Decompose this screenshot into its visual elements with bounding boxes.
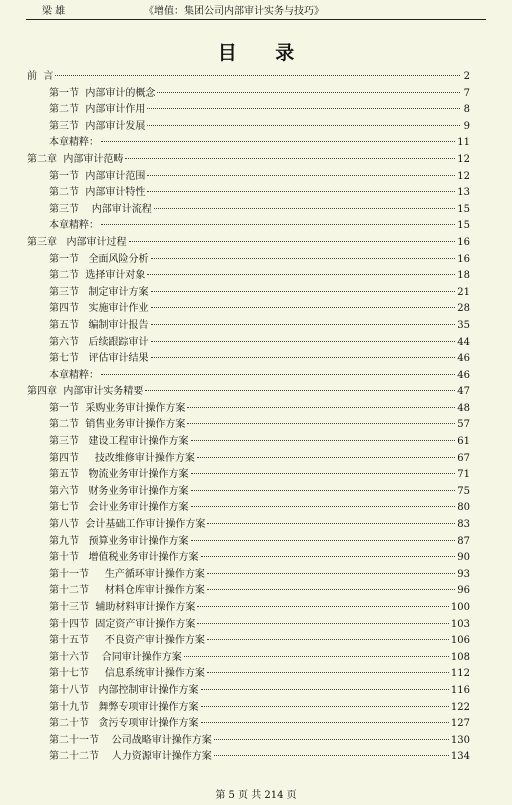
toc-entry-page-number: 108 [450,651,470,663]
toc-entry-page-number: 75 [457,485,470,497]
toc-entry-page-number: 127 [450,718,470,730]
toc-entry-label: 第八节 会计基础工作审计操作方案 [49,519,206,531]
toc-entry-page-number: 130 [450,734,470,746]
toc-entry-label: 第六节 后续跟踪审计 [49,336,149,348]
toc-entry-page-number: 103 [450,618,470,630]
toc-entry-label: 第七节 会计业务审计操作方案 [49,502,189,514]
toc-entry-page-number: 11 [457,137,470,149]
toc-section-entry[interactable] [27,268,470,285]
dot-leader [197,623,449,624]
toc-entry-page-number: 134 [450,751,470,763]
toc-entry-page-number: 12 [457,153,470,165]
dot-leader [147,108,460,109]
toc-entry-page-number: 18 [457,270,470,282]
toc-entry-page-number: 2 [463,71,470,82]
table-of-contents [27,69,470,766]
dot-leader [214,739,449,740]
toc-entry-page-number: 106 [450,635,470,647]
toc-entry-page-number: 21 [457,286,470,298]
toc-section-entry[interactable] [27,368,470,385]
toc-entry-page-number: 46 [457,369,470,381]
toc-entry-label: 第二节 内部审计特性 [49,187,146,199]
toc-entry-page-number: 112 [450,668,470,680]
toc-section-entry[interactable] [27,417,470,434]
toc-section-entry[interactable] [27,633,470,650]
toc-section-entry[interactable] [27,500,470,517]
dot-leader [201,689,449,690]
toc-entry-label: 第九节 预算业务审计操作方案 [49,535,189,547]
dot-leader [101,141,455,142]
toc-entry-label: 第十二节 材料仓库审计操作方案 [49,585,205,597]
dot-leader [151,357,456,358]
toc-entry-label: 本章精粹： [49,220,99,232]
toc-entry-page-number: 16 [457,236,470,248]
toc-section-entry[interactable] [27,335,470,352]
toc-entry-page-number: 47 [457,386,470,398]
dot-leader [197,606,449,607]
toc-entry-label: 第三节 建设工程审计操作方案 [49,436,189,448]
toc-section-entry[interactable] [27,550,470,567]
toc-entry-label: 第二节 选择审计对象 [49,270,146,282]
toc-entry-label: 第五节 物流业务审计操作方案 [49,469,189,481]
toc-entry-page-number: 15 [457,220,470,232]
header-rule [26,19,486,20]
toc-entry-page-number: 13 [457,187,470,199]
toc-entry-label: 第三节 内部审计发展 [49,120,146,132]
toc-entry-label: 第一节 全面风险分析 [49,253,149,265]
toc-section-entry[interactable] [27,119,470,136]
toc-section-entry[interactable] [27,700,470,717]
toc-entry-label: 第二节 销售业务审计操作方案 [49,419,186,431]
toc-section-entry[interactable] [27,252,470,269]
toc-entry-page-number: 48 [457,402,470,414]
dot-leader [201,556,456,557]
toc-section-entry[interactable] [27,301,470,318]
toc-section-entry[interactable] [27,169,470,186]
toc-entry-page-number: 57 [457,419,470,431]
toc-section-entry[interactable] [27,733,470,750]
toc-entry-page-number: 15 [457,203,470,215]
dot-leader [125,158,455,159]
toc-section-entry[interactable] [27,484,470,501]
toc-section-entry[interactable] [27,617,470,634]
dot-leader [147,191,455,192]
toc-section-entry[interactable] [27,517,470,534]
dot-leader [191,540,456,541]
toc-entry-label: 第十五节 不良资产审计操作方案 [49,635,205,647]
toc-section-entry[interactable] [27,218,470,235]
toc-section-entry[interactable] [27,135,470,152]
toc-section-entry[interactable] [27,534,470,551]
toc-entry-label: 第二十节 贪污专项审计操作方案 [49,718,199,730]
toc-entry-page-number: 83 [457,519,470,531]
toc-entry-page-number: 116 [450,684,470,696]
toc-entry-label: 第二节 内部审计作用 [49,104,146,116]
toc-entry-page-number: 9 [463,120,470,132]
dot-leader [151,307,456,308]
toc-entry-page-number: 96 [457,585,470,597]
toc-section-entry[interactable] [27,202,470,219]
toc-section-entry[interactable] [27,351,470,368]
dot-leader [147,125,460,126]
toc-entry-page-number: 16 [457,253,470,265]
toc-entry-page-number: 67 [457,452,470,464]
toc-section-entry[interactable] [27,318,470,335]
toc-entry-label: 第十八节 内部控制审计操作方案 [49,684,199,696]
toc-entry-label: 第一节 内部审计范围 [49,170,146,182]
toc-entry-label: 第一节 采购业务审计操作方案 [49,402,186,414]
dot-leader [147,175,455,176]
toc-entry-label: 第十节 增值税业务审计操作方案 [49,552,199,564]
toc-entry-label: 本章精粹： [49,137,99,149]
page-footer: 第 5 页 共 214 页 [215,790,297,801]
toc-entry-page-number: 8 [463,104,470,116]
dot-leader [187,407,455,408]
toc-entry-label: 第四节 实施审计作业 [49,303,149,315]
dot-leader [151,324,456,325]
toc-entry-page-number: 12 [457,170,470,182]
dot-leader [157,92,460,93]
toc-entry-page-number: 35 [457,319,470,331]
dot-leader [101,374,455,375]
toc-entry-page-number: 100 [450,602,470,613]
header-author: 梁 雄 [42,6,66,17]
toc-section-entry[interactable] [27,716,470,733]
toc-title: 目 录 [217,42,311,64]
toc-entry-label: 第三节 制定审计方案 [49,286,149,298]
header-book-title: 《增值：集团公司内部审计实务与技巧》 [144,6,324,17]
dot-leader [151,258,456,259]
toc-section-entry[interactable] [27,567,470,584]
dot-leader [101,224,455,225]
toc-section-entry[interactable] [27,600,470,617]
toc-entry-label: 第四节 技改维修审计操作方案 [49,452,195,464]
toc-entry-label: 第十九节 舞弊专项审计操作方案 [49,701,199,713]
toc-entry-page-number: 46 [457,353,470,365]
toc-entry-label: 第六节 财务业务审计操作方案 [49,485,189,497]
toc-entry-label: 第三章 内部审计过程 [27,236,127,248]
toc-entry-page-number: 7 [463,87,470,99]
toc-section-entry[interactable] [27,185,470,202]
toc-section-entry[interactable] [27,434,470,451]
dot-leader [191,440,456,441]
running-header [26,6,486,18]
toc-entry-label: 第二十二节 人力资源审计操作方案 [49,751,212,763]
toc-entry-label: 本章精粹： [49,369,99,381]
dot-leader [184,656,449,657]
dot-leader [151,291,456,292]
dot-leader [145,390,455,391]
toc-section-entry[interactable] [27,285,470,302]
toc-section-entry[interactable] [27,102,470,119]
toc-entry-page-number: 28 [457,303,470,315]
toc-entry-label: 第二章 内部审计范畴 [27,153,124,165]
toc-entry-page-number: 122 [450,701,470,713]
dot-leader [191,506,456,507]
toc-section-entry[interactable] [27,666,470,683]
toc-chapter-entry[interactable] [27,69,470,86]
dot-leader [191,490,456,491]
toc-entry-page-number: 80 [457,502,470,514]
toc-entry-page-number: 90 [457,552,470,564]
dot-leader [151,341,456,342]
toc-entry-label: 第十七节 信息系统审计操作方案 [49,668,205,680]
dot-leader [214,755,449,756]
toc-entry-label: 第四章 内部审计实务精要 [27,386,144,398]
dot-leader [207,672,449,673]
toc-entry-page-number: 93 [457,568,470,580]
dot-leader [207,589,455,590]
dot-leader [207,523,455,524]
dot-leader [207,639,449,640]
dot-leader [154,208,456,209]
toc-section-entry[interactable] [27,749,470,766]
toc-entry-label: 第十一节 生产循环审计操作方案 [49,568,205,580]
toc-section-entry[interactable] [27,683,470,700]
dot-leader [147,274,455,275]
toc-entry-page-number: 71 [457,469,470,481]
dot-leader [187,423,455,424]
dot-leader [129,241,456,242]
toc-entry-label: 第三节 内部审计流程 [49,203,152,215]
dot-leader [207,573,455,574]
dot-leader [55,75,460,76]
toc-entry-label: 第十三节 辅助材料审计操作方案 [49,602,196,613]
toc-chapter-entry[interactable] [27,235,470,252]
toc-section-entry[interactable] [27,467,470,484]
toc-entry-label: 第五节 编制审计报告 [49,319,149,331]
toc-entry-label: 第十四节 固定资产审计操作方案 [49,618,196,630]
toc-entry-label: 第七节 评估审计结果 [49,353,149,365]
toc-entry-label: 第十六节 合同审计操作方案 [49,651,182,663]
toc-section-entry[interactable] [27,583,470,600]
toc-entry-page-number: 61 [457,436,470,448]
toc-entry-label: 第二十一节 公司战略审计操作方案 [49,734,212,746]
toc-chapter-entry[interactable] [27,384,470,401]
toc-section-entry[interactable] [27,401,470,418]
dot-leader [201,722,449,723]
toc-entry-page-number: 44 [457,336,470,348]
toc-section-entry[interactable] [27,86,470,103]
toc-section-entry[interactable] [27,451,470,468]
toc-entry-page-number: 87 [457,535,470,547]
dot-leader [201,706,449,707]
toc-chapter-entry[interactable] [27,152,470,169]
toc-entry-label: 第一节 内部审计的概念 [49,87,156,99]
dot-leader [197,457,455,458]
toc-section-entry[interactable] [27,650,470,667]
toc-entry-label: 前 言 [27,71,54,82]
dot-leader [191,473,456,474]
